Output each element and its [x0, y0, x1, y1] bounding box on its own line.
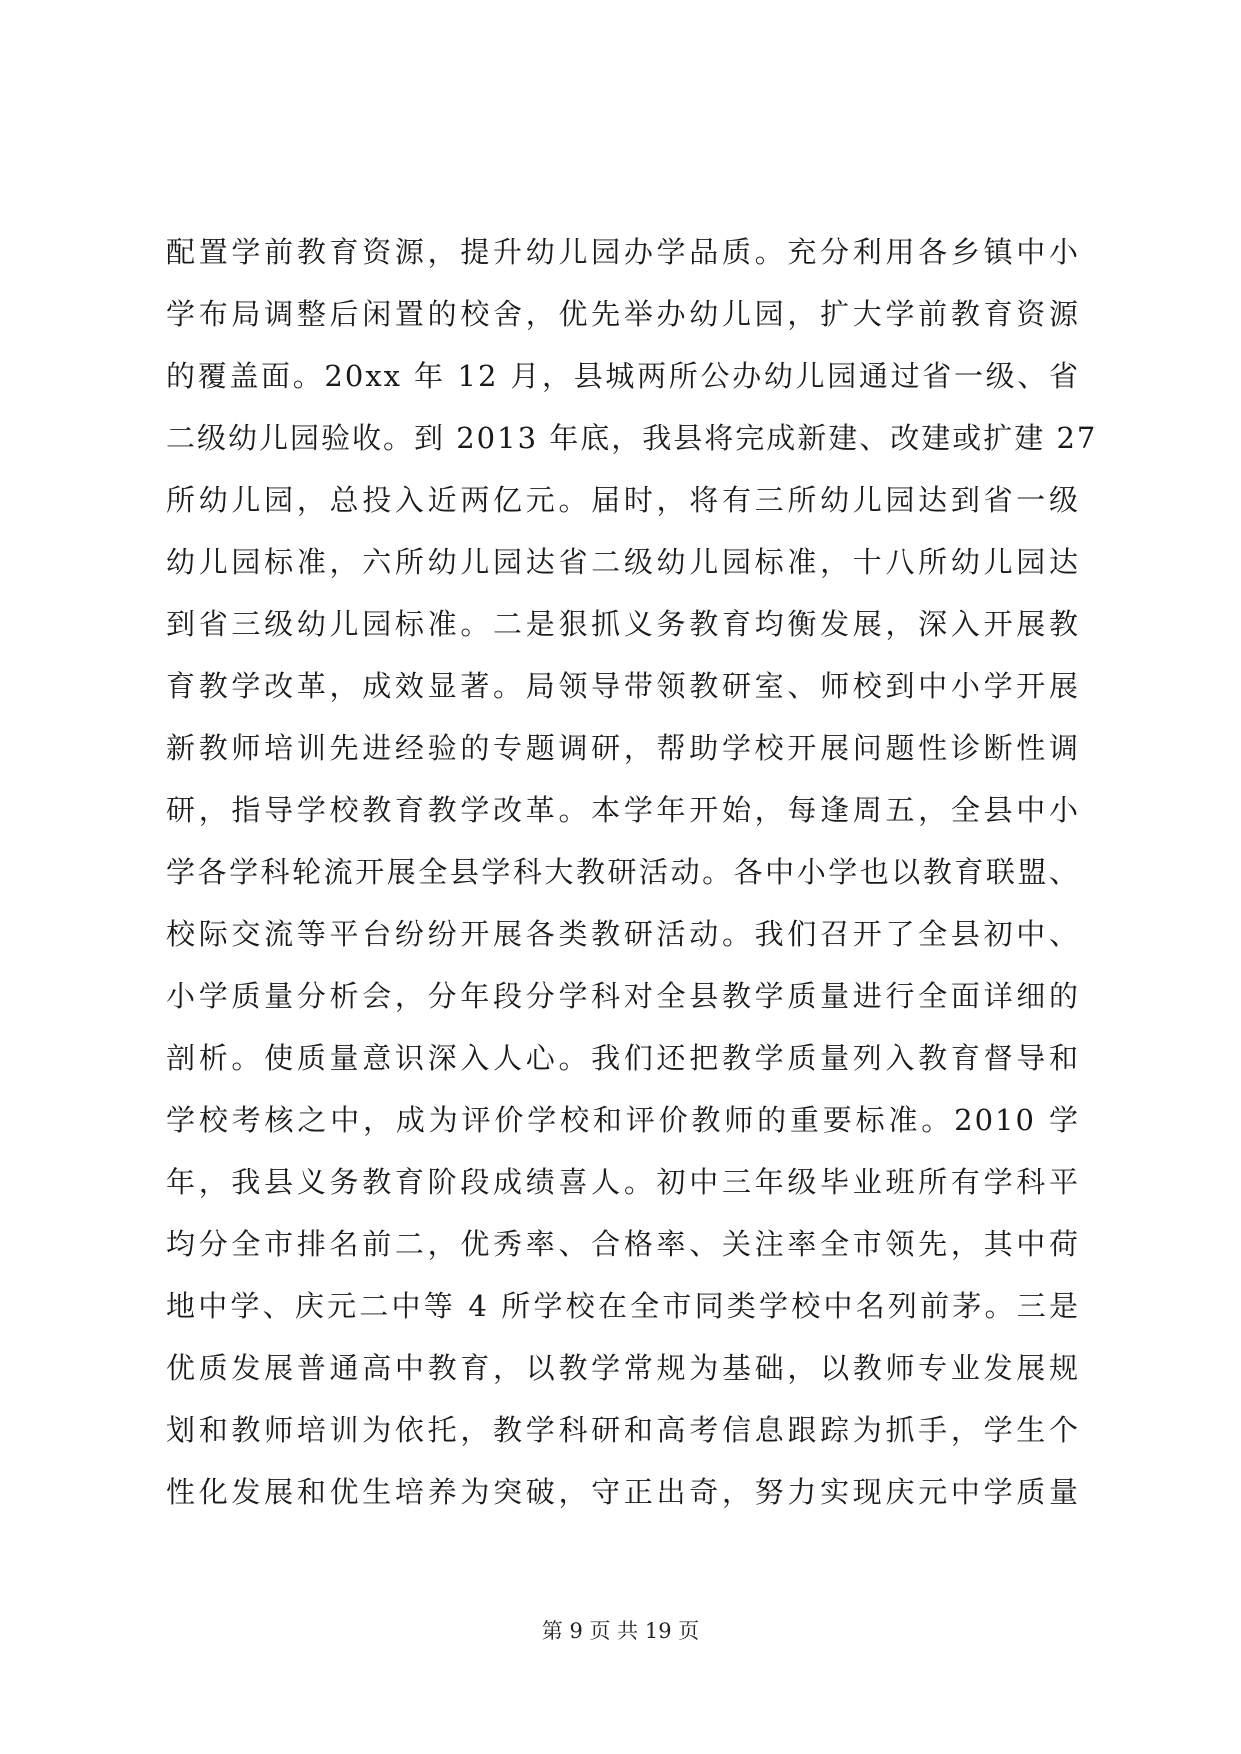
text-line: 地中学、庆元二中等 4 所学校在全市同类学校中名列前茅。三是	[166, 1289, 1080, 1323]
text-line: 校际交流等平台纷纷开展各类教研活动。我们召开了全县初中、	[166, 917, 1080, 951]
text-line: 性化发展和优生培养为突破，守正出奇，努力实现庆元中学质量	[166, 1475, 1080, 1509]
text-line: 新教师培训先进经验的专题调研，帮助学校开展问题性诊断性调	[166, 731, 1080, 765]
text-line: 小学质量分析会，分年段分学科对全县教学质量进行全面详细的	[166, 979, 1080, 1013]
text-line: 配置学前教育资源，提升幼儿园办学品质。充分利用各乡镇中小	[166, 235, 1080, 269]
text-line: 学各学科轮流开展全县学科大教研活动。各中小学也以教育联盟、	[166, 855, 1080, 889]
page-number-footer: 第 9 页 共 19 页	[541, 1619, 700, 1643]
text-line: 的覆盖面。20xx 年 12 月，县城两所公办幼儿园通过省一级、省	[166, 359, 1080, 393]
text-line: 年，我县义务教育阶段成绩喜人。初中三年级毕业班所有学科平	[166, 1165, 1080, 1199]
text-line: 学校考核之中，成为评价学校和评价教师的重要标准。2010 学	[166, 1103, 1080, 1137]
text-line: 划和教师培训为依托，教学科研和高考信息跟踪为抓手，学生个	[166, 1413, 1080, 1447]
text-line: 剖析。使质量意识深入人心。我们还把教学质量列入教育督导和	[166, 1041, 1080, 1075]
text-line: 学布局调整后闲置的校舍，优先举办幼儿园，扩大学前教育资源	[166, 297, 1080, 331]
text-line: 二级幼儿园验收。到 2013 年底，我县将完成新建、改建或扩建 27	[166, 421, 1098, 455]
text-line: 到省三级幼儿园标准。二是狠抓义务教育均衡发展，深入开展教	[166, 607, 1080, 641]
text-line: 所幼儿园，总投入近两亿元。届时，将有三所幼儿园达到省一级	[166, 483, 1080, 517]
text-line: 研，指导学校教育教学改革。本学年开始，每逢周五，全县中小	[166, 793, 1080, 827]
text-line: 均分全市排名前二，优秀率、合格率、关注率全市领先，其中荷	[166, 1227, 1080, 1261]
text-line: 育教学改革，成效显著。局领导带领教研室、师校到中小学开展	[166, 669, 1080, 703]
text-line: 幼儿园标准，六所幼儿园达省二级幼儿园标准，十八所幼儿园达	[166, 545, 1080, 579]
body-text	[166, 234, 1098, 1536]
text-line: 优质发展普通高中教育，以教学常规为基础，以教师专业发展规	[166, 1351, 1080, 1385]
